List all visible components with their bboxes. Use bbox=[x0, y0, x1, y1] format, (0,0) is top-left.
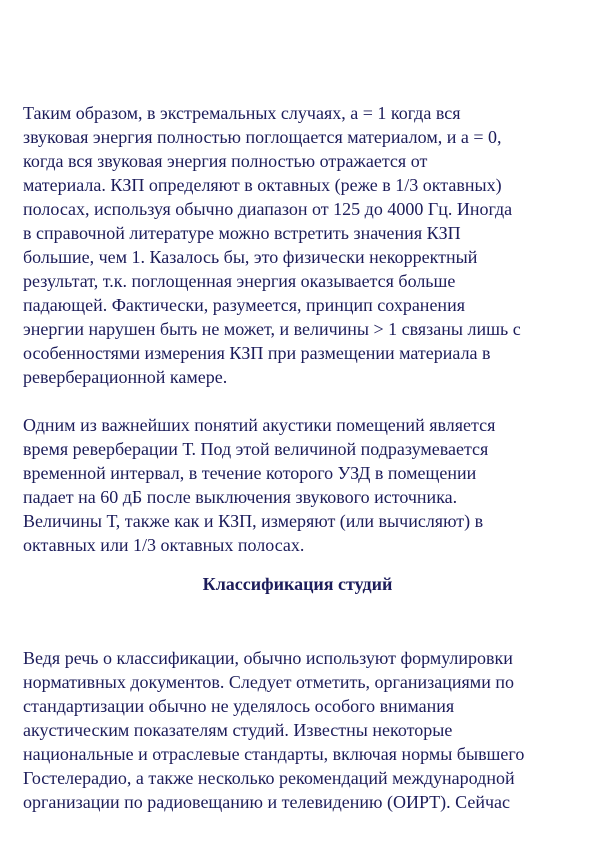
paragraph-1-line: материала. КЗП определяют в октавных (реже в 1/3 октавных) bbox=[23, 175, 502, 195]
paragraph-1-line: звуковая энергия полностью поглощается материалом, и а = 0, bbox=[23, 127, 502, 147]
paragraph-1-line: реверберационной камере. bbox=[23, 367, 228, 387]
paragraph-2-line: время реверберации Т. Под этой величиной подразумевается bbox=[23, 439, 489, 459]
paragraph-1-line: падающей. Фактически, разумеется, принцип сохранения bbox=[23, 295, 465, 315]
paragraph-2-line: Величины Т, также как и КЗП, измеряют (или вычисляют) в bbox=[23, 511, 484, 531]
paragraph-3-line: нормативных документов. Следует отметить, организациями по bbox=[23, 672, 514, 692]
paragraph-3-line: Ведя речь о классификации, обычно используют формулировки bbox=[23, 648, 513, 668]
paragraph-3-line: национальные и отраслевые стандарты, включая нормы бывшего bbox=[23, 744, 525, 764]
paragraph-3-line: акустическим показателям студий. Известны некоторые bbox=[23, 720, 453, 740]
paragraph-2-line: октавных или 1/3 октавных полосах. bbox=[23, 535, 305, 555]
paragraph-1-line: в справочной литературе можно встретить значения КЗП bbox=[23, 223, 461, 243]
paragraph-1-line: большие, чем 1. Казалось бы, это физически некорректный bbox=[23, 247, 478, 267]
paragraph-1-line: результат, т.к. поглощенная энергия оказывается больше bbox=[23, 271, 456, 291]
paragraph-1-line: энергии нарушен быть не может, и величины > 1 связаны лишь с bbox=[23, 319, 521, 339]
paragraph-1-line: особенностями измерения КЗП при размещении материала в bbox=[23, 343, 491, 363]
paragraph-2-line: временной интервал, в течение которого УЗД в помещении bbox=[23, 463, 477, 483]
paragraph-3-line: стандартизации обычно не уделялось особого внимания bbox=[23, 696, 455, 716]
paragraph-1-line: Таким образом, в экстремальных случаях, а = 1 когда вся bbox=[23, 103, 461, 123]
paragraph-1-line: полосах, используя обычно диапазон от 125 до 4000 Гц. Иногда bbox=[23, 199, 513, 219]
section-heading: Классификация студий bbox=[202, 574, 393, 594]
paragraph-2-line: Одним из важнейших понятий акустики помещений является bbox=[23, 415, 496, 435]
paragraph-2-line: падает на 60 дБ после выключения звукового источника. bbox=[23, 487, 458, 507]
paragraph-3-line: Гостелерадио, а также несколько рекомендаций международной bbox=[23, 768, 515, 788]
paragraph-3-line: организации по радиовещанию и телевидению (ОИРТ). Сейчас bbox=[23, 792, 511, 812]
paragraph-1-line: когда вся звуковая энергия полностью отражается от bbox=[23, 151, 428, 171]
